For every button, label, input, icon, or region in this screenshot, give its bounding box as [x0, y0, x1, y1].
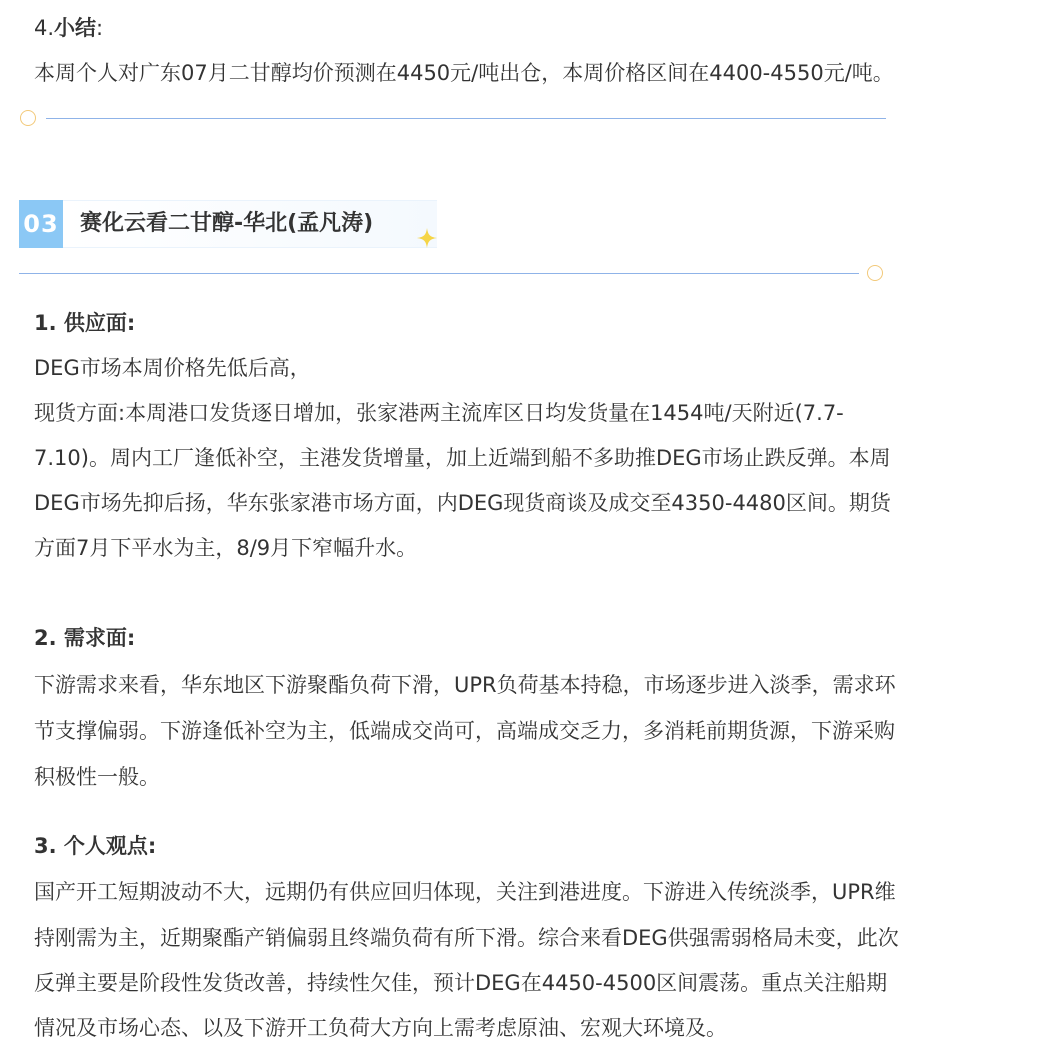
divider-ring-icon	[20, 110, 36, 126]
supply-line: DEG市场本周价格先低后高，	[34, 356, 311, 380]
opinion-line: 持刚需为主，近期聚酯产销偏弱且终端负荷有所下滑。综合来看DEG供强需弱格局未变，此次	[34, 926, 899, 950]
summary-heading	[34, 13, 103, 43]
supply-heading: 1. 供应面:	[34, 311, 136, 335]
section-title: 赛化云看二甘醇-华北(孟凡涛)	[80, 211, 374, 236]
demand-heading: 2. 需求面:	[34, 626, 136, 650]
summary-heading-bold: 小结	[54, 16, 97, 40]
supply-line: 现货方面:本周港口发货逐日增加，张家港两主流库区日均发货量在1454吨/天附近(7.7-	[34, 401, 844, 425]
opinion-line: 反弹主要是阶段性发货改善，持续性欠佳，预计DEG在4450-4500区间震荡。重点关注船期	[34, 971, 888, 995]
summary-text: 本周个人对广东07月二甘醇均价预测在4450元/吨出仓，本周价格区间在4400-4550元/吨。	[34, 61, 894, 85]
divider-line	[19, 273, 859, 274]
demand-line: 积极性一般。	[34, 765, 160, 789]
section-number-badge: 03	[19, 200, 63, 248]
divider-ring-icon	[867, 265, 883, 281]
opinion-heading: 3. 个人观点:	[34, 834, 157, 858]
opinion-line: 国产开工短期波动不大，远期仍有供应回归体现，关注到港进度。下游进入传统淡季，UPR维	[34, 880, 896, 904]
summary-heading-number: 4.	[34, 16, 55, 40]
summary-heading-colon: :	[96, 16, 104, 40]
sparkle-icon	[416, 227, 438, 249]
supply-line: DEG市场先抑后扬，华东张家港市场方面，内DEG现货商谈及成交至4350-4480区间。期货	[34, 491, 891, 515]
demand-line: 下游需求来看，华东地区下游聚酯负荷下滑，UPR负荷基本持稳，市场逐步进入淡季，需求环	[34, 673, 896, 697]
supply-line: 7.10)。周内工厂逢低补空，主港发货增量，加上近端到船不多助推DEG市场止跌反弹。本周	[34, 446, 891, 470]
supply-line: 方面7月下平水为主，8/9月下窄幅升水。	[34, 536, 418, 560]
divider-line	[46, 118, 886, 119]
demand-line: 节支撑偏弱。下游逢低补空为主，低端成交尚可，高端成交乏力，多消耗前期货源，下游采购	[34, 719, 895, 743]
opinion-line: 情况及市场心态、以及下游开工负荷大方向上需考虑原油、宏观大环境及。	[34, 1016, 727, 1040]
